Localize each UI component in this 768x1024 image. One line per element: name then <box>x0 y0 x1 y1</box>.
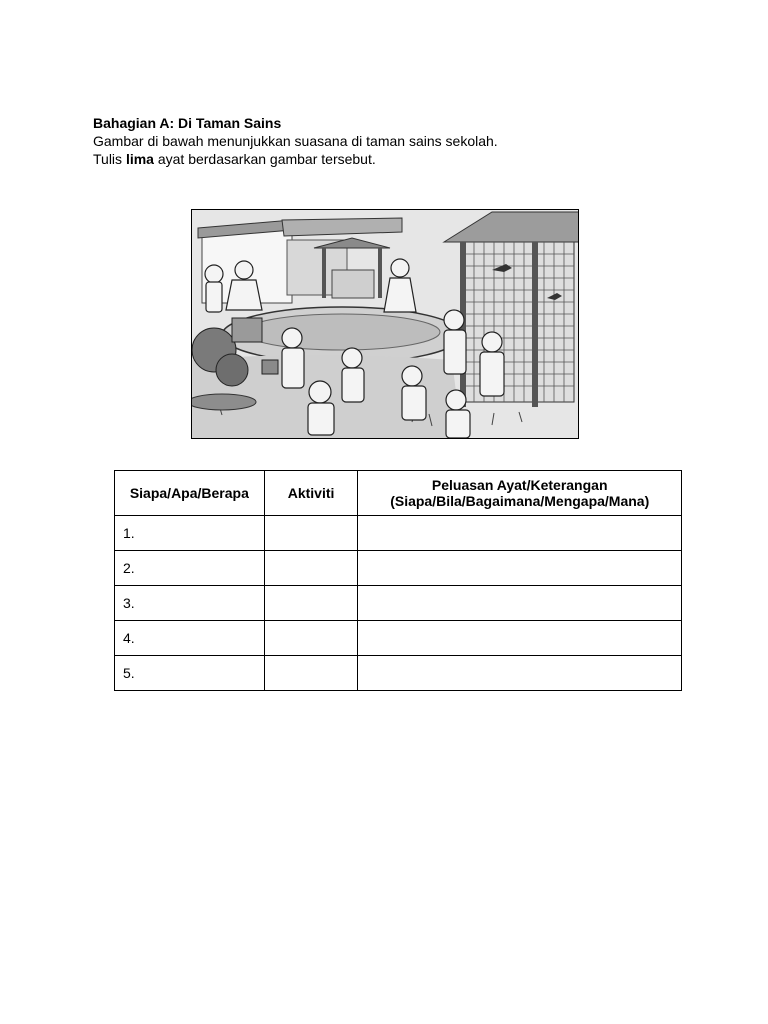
row-number: 4. <box>115 621 265 656</box>
answer-table <box>114 470 682 691</box>
header-peluasan-line1: Peluasan Ayat/Keterangan <box>431 477 608 493</box>
instruction-text-post: ayat berdasarkan gambar tersebut. <box>153 151 376 167</box>
garden-scene-drawing <box>192 210 579 439</box>
instruction-text-pre: Tulis <box>93 151 126 167</box>
answer-cell-keterangan[interactable] <box>358 621 682 656</box>
instruction-emphasis: lima <box>125 151 154 167</box>
table-row <box>115 621 682 656</box>
section-heading: Bahagian A: Di Taman Sains <box>93 115 282 131</box>
answer-cell-aktiviti[interactable] <box>264 621 358 656</box>
answer-cell-aktiviti[interactable] <box>264 551 358 586</box>
row-number: 2. <box>115 551 265 586</box>
header-aktiviti: Aktiviti <box>264 471 358 516</box>
header-peluasan-ayat <box>358 471 682 516</box>
answer-cell-aktiviti[interactable] <box>264 656 358 691</box>
instruction-line-1: Gambar di bawah menunjukkan suasana di taman sains sekolah. <box>93 133 498 149</box>
row-number: 3. <box>115 586 265 621</box>
row-number: 5. <box>115 656 265 691</box>
header-peluasan-line2: (Siapa/Bila/Bagaimana/Mengapa/Mana) <box>390 493 650 509</box>
header-siapa-apa-berapa: Siapa/Apa/Berapa <box>115 471 265 516</box>
science-garden-illustration <box>191 209 579 439</box>
table-row <box>115 656 682 691</box>
answer-cell-aktiviti[interactable] <box>264 586 358 621</box>
answer-cell-keterangan[interactable] <box>358 516 682 551</box>
answer-cell-keterangan[interactable] <box>358 656 682 691</box>
answer-cell-keterangan[interactable] <box>358 586 682 621</box>
table-row <box>115 586 682 621</box>
answer-cell-keterangan[interactable] <box>358 551 682 586</box>
instruction-line-2 <box>93 151 376 167</box>
answer-cell-aktiviti[interactable] <box>264 516 358 551</box>
table-header-row <box>115 471 682 516</box>
table-row <box>115 516 682 551</box>
table-row <box>115 551 682 586</box>
row-number: 1. <box>115 516 265 551</box>
